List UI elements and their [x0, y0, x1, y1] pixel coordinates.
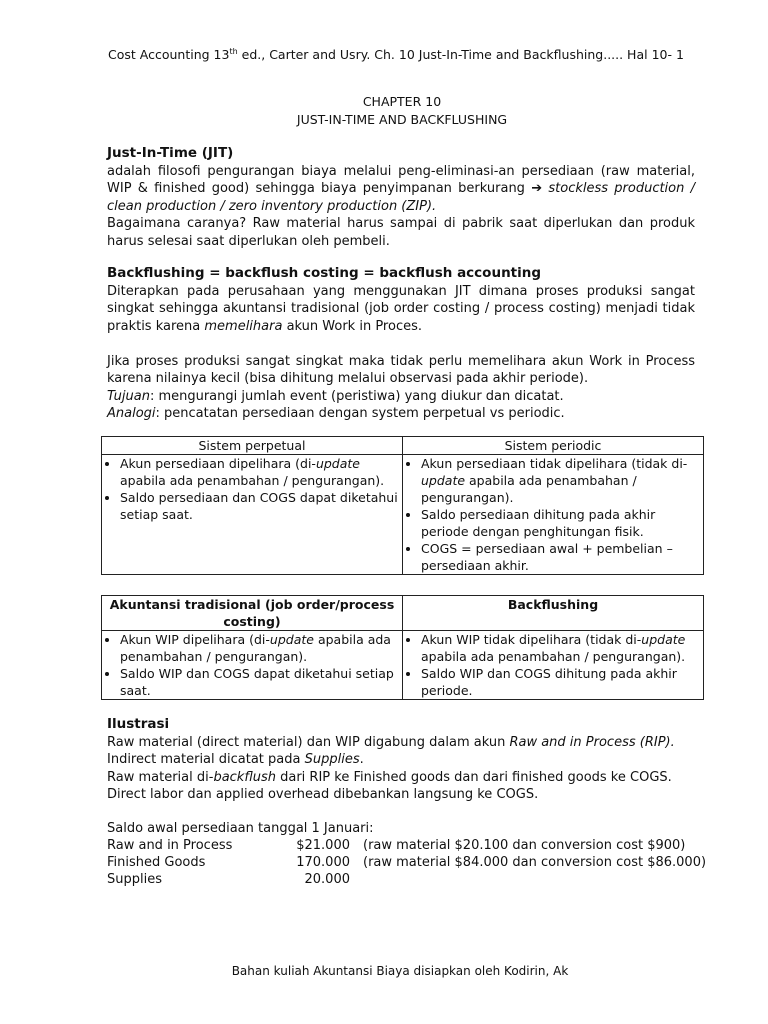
chapter-title: JUST-IN-TIME AND BACKFLUSHING	[296, 112, 508, 127]
list-item: • Akun persediaan dipelihara (di-update apabila ada penambahan / pengurangan).	[120, 455, 398, 489]
table-cell	[102, 631, 403, 700]
backflush-tujuan: Tujuan: mengurangi jumlah event (peristiwa) yang diukur dan dicatat.	[107, 388, 564, 404]
list-item: • Akun WIP tidak dipelihara (tidak di-update apabila ada penambahan / pengurangan).	[421, 631, 699, 665]
list-item: • COGS = persediaan awal + pembelian – persediaan akhir.	[421, 540, 699, 574]
running-header: Cost Accounting 13th ed., Carter and Usry. Ch. 10 Just-In-Time and Backflushing..... Hal 10- 1	[108, 47, 684, 63]
saldo-row: Raw and in Process $21.000 (raw material $20.100 dan conversion cost $900)	[107, 838, 686, 853]
list-item: • Akun WIP dipelihara (di-update apabila ada penambahan / pengurangan).	[120, 631, 398, 665]
table-cell	[403, 455, 704, 575]
table-header: Sistem perpetual	[102, 437, 403, 455]
table-header: Backflushing	[403, 596, 704, 631]
list-item: • Saldo WIP dan COGS dihitung pada akhir periode.	[421, 665, 699, 699]
backflush-section	[107, 265, 695, 423]
backflush-definition: Diterapkan pada perusahaan yang menggunakan JIT dimana proses produksi sangat singkat sehingga akuntansi tradisional (job order costing / process costing) menjadi tidak praktis karena memelihara akun Work in Proces.	[107, 283, 695, 334]
backflush-explanation: Jika proses produksi sangat singkat maka tidak perlu memelihara akun Work in Process karena nilainya kecil (bisa dihitung melalui observasi pada akhir periode).	[107, 353, 695, 386]
saldo-title: Saldo awal persediaan tanggal 1 Januari:	[107, 821, 374, 836]
list-item: • Saldo WIP dan COGS dapat diketahui setiap saat.	[120, 665, 398, 699]
ilustrasi-line: Raw material (direct material) dan WIP digabung dalam akun Raw and in Process (RIP).	[107, 734, 675, 750]
jit-explanation: Bagaimana caranya? Raw material harus sampai di pabrik saat diperlukan dan produk harus selesai saat diperlukan oleh pembeli.	[107, 216, 695, 249]
ilustrasi-line: Raw material di-backflush dari RIP ke Finished goods dan dari finished goods ke COGS.	[107, 769, 672, 785]
page-footer: Bahan kuliah Akuntansi Biaya disiapkan oleh Kodirin, Ak	[231, 964, 569, 978]
chapter-number: CHAPTER 10	[362, 94, 442, 109]
ilustrasi-heading: Ilustrasi	[107, 716, 170, 732]
list-item: • Saldo persediaan dan COGS dapat diketahui setiap saat.	[120, 489, 398, 523]
jit-definition: adalah filosofi pengurangan biaya melalui peng-eliminasi-an persediaan (raw material, WIP & finished good) sehingga biaya penyimpanan berkurang ➔ stockless production / clean production / zero inventory production (ZIP).	[107, 163, 695, 214]
ilustrasi-line: Indirect material dicatat pada Supplies.	[107, 752, 364, 767]
table-header: Sistem periodic	[403, 437, 704, 455]
arrow-right-icon: ➔	[531, 181, 543, 196]
backflush-heading: Backflushing = backflush costing = backflush accounting	[107, 265, 542, 281]
list-item: • Akun persediaan tidak dipelihara (tidak di-update apabila ada penambahan / pengurangan).	[421, 455, 699, 506]
ilustrasi-line: Direct labor dan applied overhead dibebankan langsung ke COGS.	[107, 787, 539, 802]
table-cell	[403, 631, 704, 700]
jit-section	[107, 145, 695, 250]
table-header: Akuntansi tradisional (job order/process costing)	[102, 596, 403, 631]
perpetual-vs-periodic-table	[101, 436, 704, 575]
saldo-row: Finished Goods 170.000 (raw material $84.000 dan conversion cost $86.000)	[107, 855, 707, 870]
list-item: • Saldo persediaan dihitung pada akhir periode dengan penghitungan fisik.	[421, 506, 699, 540]
backflush-analogi: Analogi: pencatatan persediaan dengan system perpetual vs periodic.	[107, 406, 565, 421]
table-cell	[102, 455, 403, 575]
traditional-vs-backflush-table	[101, 595, 704, 700]
jit-heading: Just-In-Time (JIT)	[107, 145, 234, 161]
saldo-row: Supplies 20.000	[107, 872, 350, 887]
ilustrasi-section	[107, 716, 695, 804]
